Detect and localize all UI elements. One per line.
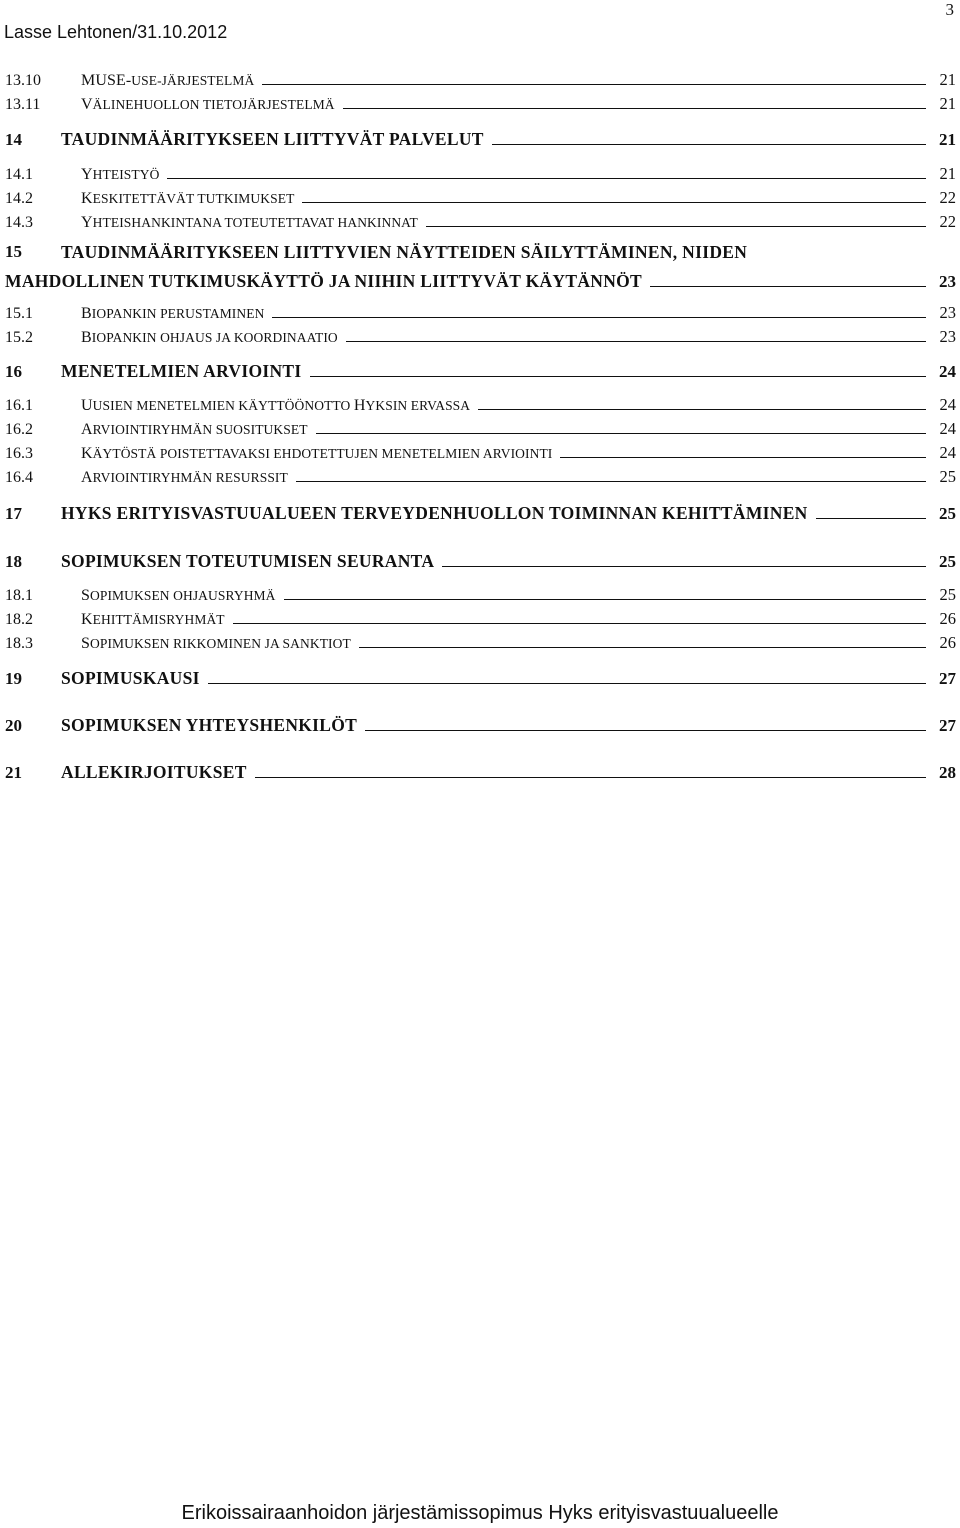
toc-entry-title bbox=[81, 635, 351, 653]
toc-entry[interactable] bbox=[5, 463, 956, 487]
toc-entry-number: 13.10 bbox=[5, 72, 41, 89]
toc-entry-title-initial: Y bbox=[81, 214, 93, 231]
toc-entry-number: 14.2 bbox=[5, 190, 33, 207]
toc-entry-number: 15.2 bbox=[5, 329, 33, 346]
toc-entry-title bbox=[81, 305, 264, 323]
toc-entry-title-rest: USE-JÄRJESTELMÄ bbox=[131, 73, 255, 88]
toc-entry-number: 17 bbox=[5, 504, 22, 523]
toc-entry-title bbox=[81, 72, 254, 90]
toc-entry[interactable] bbox=[5, 415, 956, 439]
toc-entry[interactable] bbox=[5, 710, 956, 736]
toc-entry[interactable] bbox=[5, 498, 956, 524]
toc-entry[interactable] bbox=[5, 356, 956, 382]
toc-entry-title-rest: IOPANKIN PERUSTAMINEN bbox=[91, 306, 265, 321]
toc-entry-page: 26 bbox=[939, 633, 956, 652]
toc-entry-title-initial: B bbox=[81, 329, 92, 346]
toc-entry-title bbox=[81, 611, 225, 629]
toc-entry-number: 15.1 bbox=[5, 305, 33, 322]
toc-entry-page: 25 bbox=[939, 504, 956, 523]
toc-entry-title-rest: EHITTÄMISRYHMÄT bbox=[92, 612, 225, 627]
toc-entry[interactable] bbox=[5, 66, 956, 90]
toc-entry[interactable] bbox=[5, 629, 956, 653]
toc-entry-page: 25 bbox=[939, 467, 956, 486]
toc-entry-number: 18.1 bbox=[5, 587, 33, 604]
toc-entry[interactable] bbox=[5, 391, 956, 415]
toc-entry-number: 19 bbox=[5, 669, 22, 688]
footer-text: Erikoissairaanhoidon järjestämissopimus Hyks erityisvastuualueelle bbox=[181, 1502, 779, 1524]
toc-leader-line bbox=[492, 144, 926, 145]
toc-entry-number: 15 bbox=[5, 242, 22, 261]
toc-entry[interactable] bbox=[5, 439, 956, 463]
toc-entry-title-rest: HTEISTYÖ bbox=[92, 167, 160, 182]
toc-entry-title-rest: RVIOINTIRYHMÄN SUOSITUKSET bbox=[92, 422, 308, 437]
toc-entry-title bbox=[81, 166, 159, 184]
toc-entry-title bbox=[81, 469, 288, 487]
toc-entry-title-rest: USIEN MENETELMIEN KÄYTTÖÖNOTTO bbox=[92, 398, 354, 413]
toc-leader-line bbox=[650, 286, 926, 287]
toc-entry-title bbox=[81, 329, 338, 347]
toc-entry-page: 27 bbox=[939, 669, 956, 688]
toc-entry-title-initial: A bbox=[81, 421, 93, 438]
toc-entry-title-initial: K bbox=[81, 445, 93, 462]
toc-entry-title-initial: S bbox=[81, 635, 90, 652]
toc-entry[interactable] bbox=[5, 208, 956, 232]
toc-entry-title-initial: H bbox=[353, 397, 366, 414]
toc-entry-number: 16.4 bbox=[5, 469, 33, 486]
toc-entry-page: 26 bbox=[939, 609, 956, 628]
toc-entry-title: SOPIMUSKAUSI bbox=[61, 668, 200, 688]
toc-entry-page: 21 bbox=[939, 130, 956, 149]
toc-leader-line bbox=[310, 376, 926, 377]
toc-entry-page: 21 bbox=[939, 70, 956, 89]
toc-entry-title bbox=[81, 190, 294, 208]
toc-leader-line bbox=[284, 599, 926, 600]
toc-entry-number: 16.1 bbox=[5, 397, 33, 414]
toc-leader-line bbox=[272, 317, 926, 318]
toc-entry-title: TAUDINMÄÄRITYKSEEN LIITTYVIEN NÄYTTEIDEN SÄILYTTÄMINEN, NIIDEN bbox=[61, 242, 748, 262]
toc-entry-title: TAUDINMÄÄRITYKSEEN LIITTYVÄT PALVELUT bbox=[61, 129, 484, 149]
toc-entry-page: 22 bbox=[939, 212, 956, 231]
toc-leader-line bbox=[233, 623, 926, 624]
toc-entry[interactable] bbox=[5, 124, 956, 150]
toc-entry-page: 23 bbox=[939, 327, 956, 346]
toc-entry-title-initial: K bbox=[81, 190, 93, 207]
toc-entry-number: 14.3 bbox=[5, 214, 33, 231]
toc-entry[interactable] bbox=[5, 581, 956, 605]
toc-entry-page: 27 bbox=[939, 716, 956, 735]
toc-entry-page: 22 bbox=[939, 188, 956, 207]
toc-entry[interactable] bbox=[5, 184, 956, 208]
toc-entry-number: 21 bbox=[5, 763, 22, 782]
toc-entry-page: 23 bbox=[939, 272, 956, 291]
toc-entry-title bbox=[81, 587, 276, 605]
toc-entry-title: SOPIMUKSEN TOTEUTUMISEN SEURANTA bbox=[61, 551, 435, 571]
toc-entry-title-rest: ÄLINEHUOLLON TIETOJÄRJESTELMÄ bbox=[92, 97, 335, 112]
toc-entry-title: HYKS ERITYISVASTUUALUEEN TERVEYDENHUOLLON TOIMINNAN KEHITTÄMINEN bbox=[61, 503, 808, 523]
toc-entry-page: 24 bbox=[939, 419, 956, 438]
toc-entry-page: 21 bbox=[939, 94, 956, 113]
toc-entry-title: SOPIMUKSEN YHTEYSHENKILÖT bbox=[61, 715, 358, 735]
toc-leader-line bbox=[255, 777, 926, 778]
toc-entry-title-continued: MAHDOLLINEN TUTKIMUSKÄYTTÖ JA NIIHIN LIITTYVÄT KÄYTÄNNÖT bbox=[5, 271, 643, 291]
toc-entry-page: 24 bbox=[939, 395, 956, 414]
toc-entry-page: 23 bbox=[939, 303, 956, 322]
toc-entry-title bbox=[81, 445, 552, 463]
header-page-number: 3 bbox=[945, 0, 954, 19]
table-of-contents bbox=[5, 66, 956, 783]
toc-entry[interactable] bbox=[5, 605, 956, 629]
toc-entry-title bbox=[81, 214, 418, 232]
toc-entry[interactable] bbox=[5, 546, 956, 572]
toc-entry-page: 21 bbox=[939, 164, 956, 183]
toc-leader-line bbox=[426, 226, 926, 227]
toc-leader-line bbox=[296, 481, 926, 482]
toc-entry-title-rest: OPIMUKSEN RIKKOMINEN JA SANKTIOT bbox=[90, 636, 351, 651]
toc-entry-number: 16.3 bbox=[5, 445, 33, 462]
toc-entry-title-initial: MUSE- bbox=[81, 72, 132, 89]
toc-entry-title: MENETELMIEN ARVIOINTI bbox=[61, 361, 302, 381]
toc-leader-line bbox=[478, 409, 926, 410]
toc-entry-title-initial: B bbox=[81, 305, 92, 322]
toc-entry[interactable] bbox=[5, 323, 956, 347]
toc-entry-number: 18.2 bbox=[5, 611, 33, 628]
toc-leader-line bbox=[816, 518, 926, 519]
toc-entry-title-rest: IOPANKIN OHJAUS JA KOORDINAATIO bbox=[91, 330, 338, 345]
toc-entry-title-rest: ÄYTÖSTÄ POISTETTAVAKSI EHDOTETTUJEN MENETELMIEN ARVIOINTI bbox=[92, 446, 553, 461]
toc-entry-page: 24 bbox=[939, 362, 956, 381]
toc-entry[interactable] bbox=[5, 299, 956, 323]
toc-entry-title-initial: S bbox=[81, 587, 90, 604]
toc-entry-number: 18 bbox=[5, 552, 22, 571]
toc-leader-line bbox=[560, 457, 926, 458]
toc-entry-title-rest: RVIOINTIRYHMÄN RESURSSIT bbox=[92, 470, 288, 485]
toc-entry-number: 14.1 bbox=[5, 166, 33, 183]
toc-entry-title bbox=[81, 96, 335, 114]
toc-entry-title-initial: V bbox=[81, 96, 93, 113]
toc-leader-line bbox=[262, 84, 926, 85]
toc-entry-title-initial: A bbox=[81, 469, 93, 486]
toc-entry[interactable] bbox=[5, 757, 956, 783]
toc-entry-page: 25 bbox=[939, 585, 956, 604]
toc-leader-line bbox=[359, 647, 926, 648]
toc-entry[interactable] bbox=[5, 160, 956, 184]
toc-entry-title-initial: Y bbox=[81, 166, 93, 183]
toc-entry-title-rest: ESKITETTÄVÄT TUTKIMUKSET bbox=[92, 191, 295, 206]
toc-leader-line bbox=[208, 683, 926, 684]
toc-entry-number: 16 bbox=[5, 362, 22, 381]
toc-entry-title-rest: YKSIN ERVASSA bbox=[365, 398, 471, 413]
toc-leader-line bbox=[343, 108, 926, 109]
toc-entry-number: 20 bbox=[5, 716, 22, 735]
toc-entry-title: ALLEKIRJOITUKSET bbox=[61, 762, 247, 782]
header-author-date: Lasse Lehtonen/31.10.2012 bbox=[4, 22, 228, 42]
toc-entry[interactable] bbox=[5, 90, 956, 114]
toc-entry-title-initial: K bbox=[81, 611, 93, 628]
toc-entry-number: 16.2 bbox=[5, 421, 33, 438]
toc-entry-number: 14 bbox=[5, 130, 22, 149]
toc-leader-line bbox=[167, 178, 926, 179]
toc-entry-title-rest: HTEISHANKINTANA TOTEUTETTAVAT HANKINNAT bbox=[92, 215, 418, 230]
toc-leader-line bbox=[346, 341, 926, 342]
toc-leader-line bbox=[316, 433, 926, 434]
toc-entry-title bbox=[81, 397, 470, 415]
toc-entry-number: 13.11 bbox=[5, 96, 41, 113]
toc-entry-title-rest: OPIMUKSEN OHJAUSRYHMÄ bbox=[90, 588, 276, 603]
toc-entry[interactable] bbox=[5, 242, 956, 292]
toc-leader-line bbox=[442, 566, 926, 567]
toc-entry-page: 25 bbox=[939, 552, 956, 571]
toc-entry-page: 24 bbox=[939, 443, 956, 462]
toc-entry-page: 28 bbox=[939, 763, 956, 782]
toc-entry-title-initial: U bbox=[81, 397, 93, 414]
toc-entry-title bbox=[81, 421, 308, 439]
toc-leader-line bbox=[302, 202, 926, 203]
toc-leader-line bbox=[365, 730, 926, 731]
toc-entry-number: 18.3 bbox=[5, 635, 33, 652]
toc-entry[interactable] bbox=[5, 663, 956, 689]
